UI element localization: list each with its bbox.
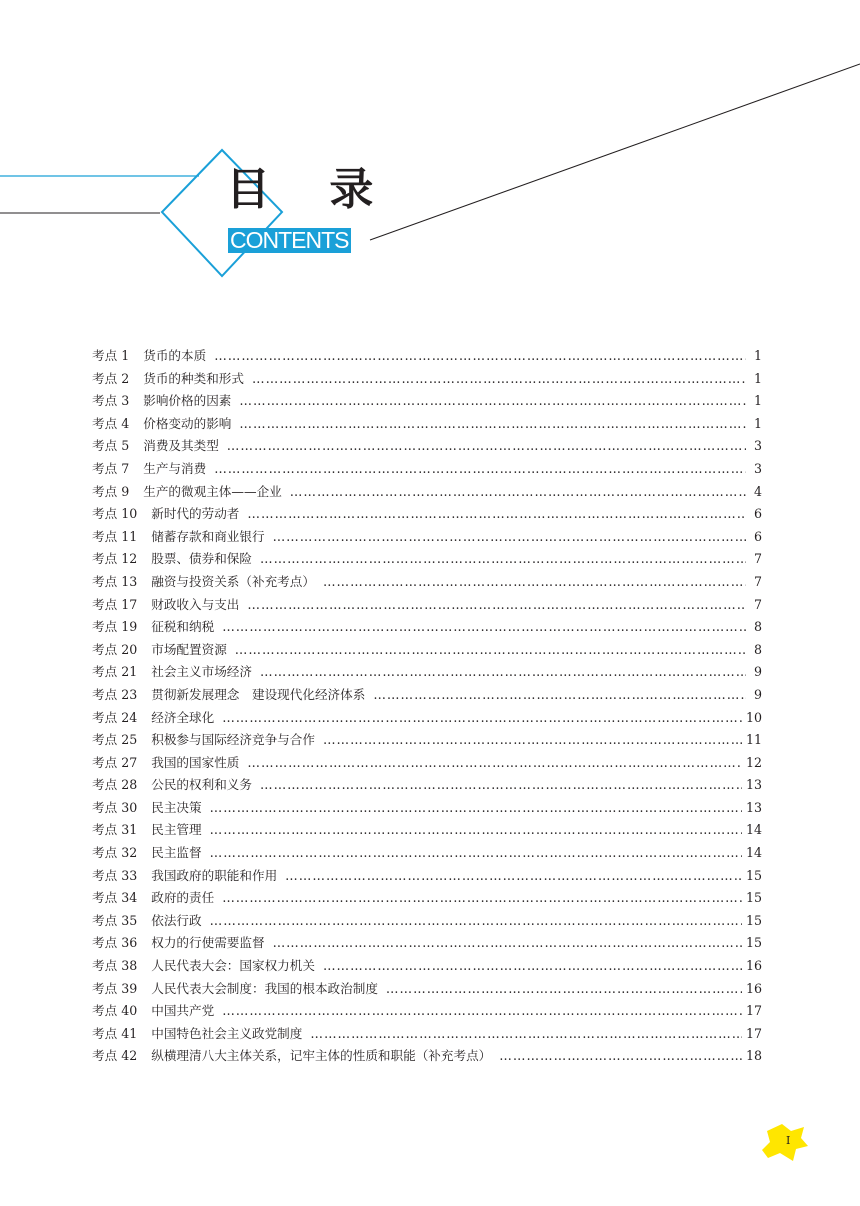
toc-dot-leader	[214, 348, 746, 363]
toc-dot-leader	[260, 664, 746, 679]
toc-entry-title: 货币的种类和形式	[143, 370, 244, 386]
toc-entry-number: 考点 31	[92, 822, 138, 838]
toc-dot-leader	[310, 1026, 742, 1041]
toc-entry[interactable]	[92, 571, 762, 594]
toc-dot-leader	[235, 642, 746, 657]
toc-entry-page: 1	[753, 370, 762, 386]
toc-entry-number: 考点 20	[92, 641, 138, 657]
toc-dot-leader	[210, 913, 742, 928]
toc-entry[interactable]	[92, 978, 762, 1001]
toc-entry-number: 考点 2	[92, 370, 130, 386]
toc-entry-title: 积极参与国际经济竞争与合作	[151, 732, 315, 748]
toc-entry-number: 考点 7	[92, 460, 130, 476]
toc-entry-title: 民主决策	[151, 799, 202, 815]
toc-entry-number: 考点 40	[92, 1003, 138, 1019]
toc-entry-title: 影响价格的因素	[143, 393, 232, 409]
toc-entry[interactable]	[92, 819, 762, 842]
toc-entry[interactable]	[92, 503, 762, 526]
toc-entry-page: 15	[745, 867, 762, 883]
toc-entry[interactable]	[92, 1000, 762, 1023]
toc-entry[interactable]	[92, 752, 762, 775]
toc-dot-leader	[214, 461, 746, 476]
toc-dot-leader	[222, 710, 742, 725]
toc-entry[interactable]	[92, 639, 762, 662]
toc-entry-title: 公民的权利和义务	[151, 777, 252, 793]
toc-dot-leader	[222, 1003, 742, 1018]
toc-dot-leader	[273, 935, 742, 950]
toc-entry-title: 征税和纳税	[151, 619, 215, 635]
toc-entry-title: 中国共产党	[151, 1003, 215, 1019]
toc-entry-number: 考点 39	[92, 980, 138, 996]
toc-entry-page: 14	[745, 822, 762, 838]
toc-entry-page: 17	[745, 1003, 762, 1019]
toc-entry-number: 考点 5	[92, 438, 130, 454]
toc-entry-number: 考点 25	[92, 732, 138, 748]
toc-entry-page: 15	[745, 935, 762, 951]
toc-entry-number: 考点 32	[92, 845, 138, 861]
toc-entry-number: 考点 27	[92, 754, 138, 770]
toc-entry-title: 价格变动的影响	[143, 415, 232, 431]
toc-entry-number: 考点 4	[92, 415, 130, 431]
toc-dot-leader	[247, 755, 742, 770]
toc-entry-number: 考点 21	[92, 664, 138, 680]
toc-entry-title: 民主监督	[151, 845, 202, 861]
toc-entry[interactable]	[92, 526, 762, 549]
toc-entry[interactable]	[92, 684, 762, 707]
toc-entry-title: 股票、债券和保险	[151, 551, 252, 567]
toc-entry-title: 财政收入与支出	[151, 596, 240, 612]
toc-entry-number: 考点 34	[92, 890, 138, 906]
toc-entry-number: 考点 35	[92, 912, 138, 928]
toc-entry[interactable]	[92, 368, 762, 391]
toc-entry-title: 经济全球化	[151, 709, 215, 725]
toc-dot-leader	[260, 551, 746, 566]
toc-dot-leader	[499, 1048, 742, 1063]
toc-entry-page: 11	[745, 732, 762, 748]
page-badge-icon	[758, 1122, 810, 1164]
toc-entry-page: 8	[753, 619, 762, 635]
toc-entry[interactable]	[92, 616, 762, 639]
toc-entry-page: 4	[753, 483, 762, 499]
toc-entry[interactable]	[92, 1045, 762, 1068]
toc-entry-title: 依法行政	[151, 912, 202, 928]
toc-entry[interactable]	[92, 661, 762, 684]
toc-dot-leader	[222, 619, 746, 634]
toc-entry-number: 考点 30	[92, 799, 138, 815]
toc-entry-number: 考点 3	[92, 393, 130, 409]
toc-dot-leader	[227, 438, 746, 453]
toc-entry-title: 我国的国家性质	[151, 754, 240, 770]
toc-entry[interactable]	[92, 1023, 762, 1046]
toc-entry[interactable]	[92, 435, 762, 458]
toc-entry[interactable]	[92, 413, 762, 436]
toc-entry-number: 考点 1	[92, 348, 130, 363]
toc-entry[interactable]	[92, 707, 762, 730]
toc-entry[interactable]	[92, 887, 762, 910]
toc-entry[interactable]	[92, 797, 762, 820]
toc-entry-page: 9	[753, 686, 762, 702]
toc-entry-title: 市场配置资源	[151, 641, 227, 657]
toc-entry-title: 政府的责任	[151, 890, 215, 906]
toc-dot-leader	[247, 597, 746, 612]
toc-dot-leader	[386, 981, 742, 996]
toc-entry-number: 考点 41	[92, 1025, 138, 1041]
toc-entry-page: 14	[745, 845, 762, 861]
toc-dot-leader	[210, 800, 742, 815]
toc-entry-page: 10	[745, 709, 762, 725]
toc-entry-number: 考点 17	[92, 596, 138, 612]
toc-entry-page: 7	[753, 573, 762, 589]
toc-entry-title: 融资与投资关系（补充考点）	[151, 573, 315, 589]
toc-entry-title: 生产与消费	[143, 460, 207, 476]
toc-entry-page: 18	[745, 1048, 762, 1064]
toc-entry-title: 我国政府的职能和作用	[151, 867, 278, 883]
toc-entry-page: 12	[745, 754, 762, 770]
toc-entry-number: 考点 9	[92, 483, 130, 499]
toc-dot-leader	[210, 822, 742, 837]
toc-entry-number: 考点 11	[92, 528, 138, 544]
toc-entry-page: 9	[753, 664, 762, 680]
toc-entry-number: 考点 12	[92, 551, 138, 567]
toc-dot-leader	[273, 529, 746, 544]
toc-entry[interactable]	[92, 481, 762, 504]
toc-dot-leader	[323, 958, 742, 973]
toc-entry[interactable]	[92, 955, 762, 978]
toc-dot-leader	[373, 687, 746, 702]
toc-entry-page: 16	[745, 980, 762, 996]
toc-entry-title: 储蓄存款和商业银行	[151, 528, 265, 544]
toc-entry[interactable]	[92, 548, 762, 571]
toc-dot-leader	[252, 371, 746, 386]
toc-entry-page: 13	[745, 799, 762, 815]
toc-entry-page: 8	[753, 641, 762, 657]
toc-entry-number: 考点 42	[92, 1048, 138, 1064]
toc-entry-page: 1	[753, 415, 762, 431]
toc-dot-leader	[260, 777, 742, 792]
toc-entry-page: 3	[753, 438, 762, 454]
toc-entry-number: 考点 10	[92, 506, 138, 522]
toc-entry[interactable]	[92, 865, 762, 888]
toc-entry-number: 考点 19	[92, 619, 138, 635]
toc-entry[interactable]	[92, 910, 762, 933]
toc-entry-page: 6	[753, 506, 762, 522]
toc-entry-title: 货币的本质	[143, 348, 207, 363]
toc-entry[interactable]	[92, 594, 762, 617]
toc-entry-number: 考点 28	[92, 777, 138, 793]
toc-entry-number: 考点 13	[92, 573, 138, 589]
toc-entry-title: 消费及其类型	[143, 438, 219, 454]
toc-entry[interactable]	[92, 932, 762, 955]
toc-entry-page: 7	[753, 596, 762, 612]
toc-entry-title: 人民代表大会制度：我国的根本政治制度	[151, 980, 378, 996]
page-number: Ⅰ	[786, 1134, 791, 1147]
toc-entry-number: 考点 38	[92, 958, 138, 974]
toc-entry-title: 新时代的劳动者	[151, 506, 240, 522]
toc-dot-leader	[285, 868, 742, 883]
toc-entry-title: 民主管理	[151, 822, 202, 838]
toc-entry-number: 考点 23	[92, 686, 138, 702]
toc-entry-title: 纵横理清八大主体关系，记牢主体的性质和职能（补充考点）	[151, 1048, 492, 1064]
toc-entry[interactable]	[92, 390, 762, 413]
toc-entry-title: 人民代表大会：国家权力机关	[151, 958, 315, 974]
toc-entry-title: 贯彻新发展理念 建设现代化经济体系	[151, 686, 366, 702]
header-decoration	[0, 0, 860, 300]
toc-entry-title: 权力的行使需要监督	[151, 935, 265, 951]
table-of-contents	[92, 345, 762, 1068]
toc-dot-leader	[210, 845, 742, 860]
toc-entry-page: 6	[753, 528, 762, 544]
header-diagonal-line	[370, 64, 860, 240]
toc-dot-leader	[222, 890, 742, 905]
toc-entry[interactable]	[92, 345, 762, 368]
toc-entry[interactable]	[92, 729, 762, 752]
toc-entry-page: 15	[745, 890, 762, 906]
toc-dot-leader	[239, 416, 746, 431]
toc-entry-page: 15	[745, 912, 762, 928]
toc-entry-page: 1	[753, 348, 762, 363]
toc-dot-leader	[247, 506, 746, 521]
toc-entry-page: 3	[753, 460, 762, 476]
page-title: 目 录	[226, 164, 396, 215]
toc-dot-leader	[290, 484, 746, 499]
toc-entry-title: 中国特色社会主义政党制度	[151, 1025, 303, 1041]
toc-entry[interactable]	[92, 842, 762, 865]
toc-entry-title: 社会主义市场经济	[151, 664, 252, 680]
toc-entry-page: 17	[745, 1025, 762, 1041]
toc-entry-number: 考点 36	[92, 935, 138, 951]
contents-label: CONTENTS	[230, 227, 349, 253]
toc-entry-page: 16	[745, 958, 762, 974]
toc-dot-leader	[323, 732, 742, 747]
toc-entry[interactable]	[92, 774, 762, 797]
toc-entry-number: 考点 33	[92, 867, 138, 883]
toc-dot-leader	[323, 574, 746, 589]
toc-entry-number: 考点 24	[92, 709, 138, 725]
toc-entry-page: 13	[745, 777, 762, 793]
toc-dot-leader	[239, 393, 746, 408]
toc-entry-page: 1	[753, 393, 762, 409]
toc-entry[interactable]	[92, 458, 762, 481]
toc-entry-page: 7	[753, 551, 762, 567]
toc-entry-title: 生产的微观主体——企业	[143, 483, 282, 499]
